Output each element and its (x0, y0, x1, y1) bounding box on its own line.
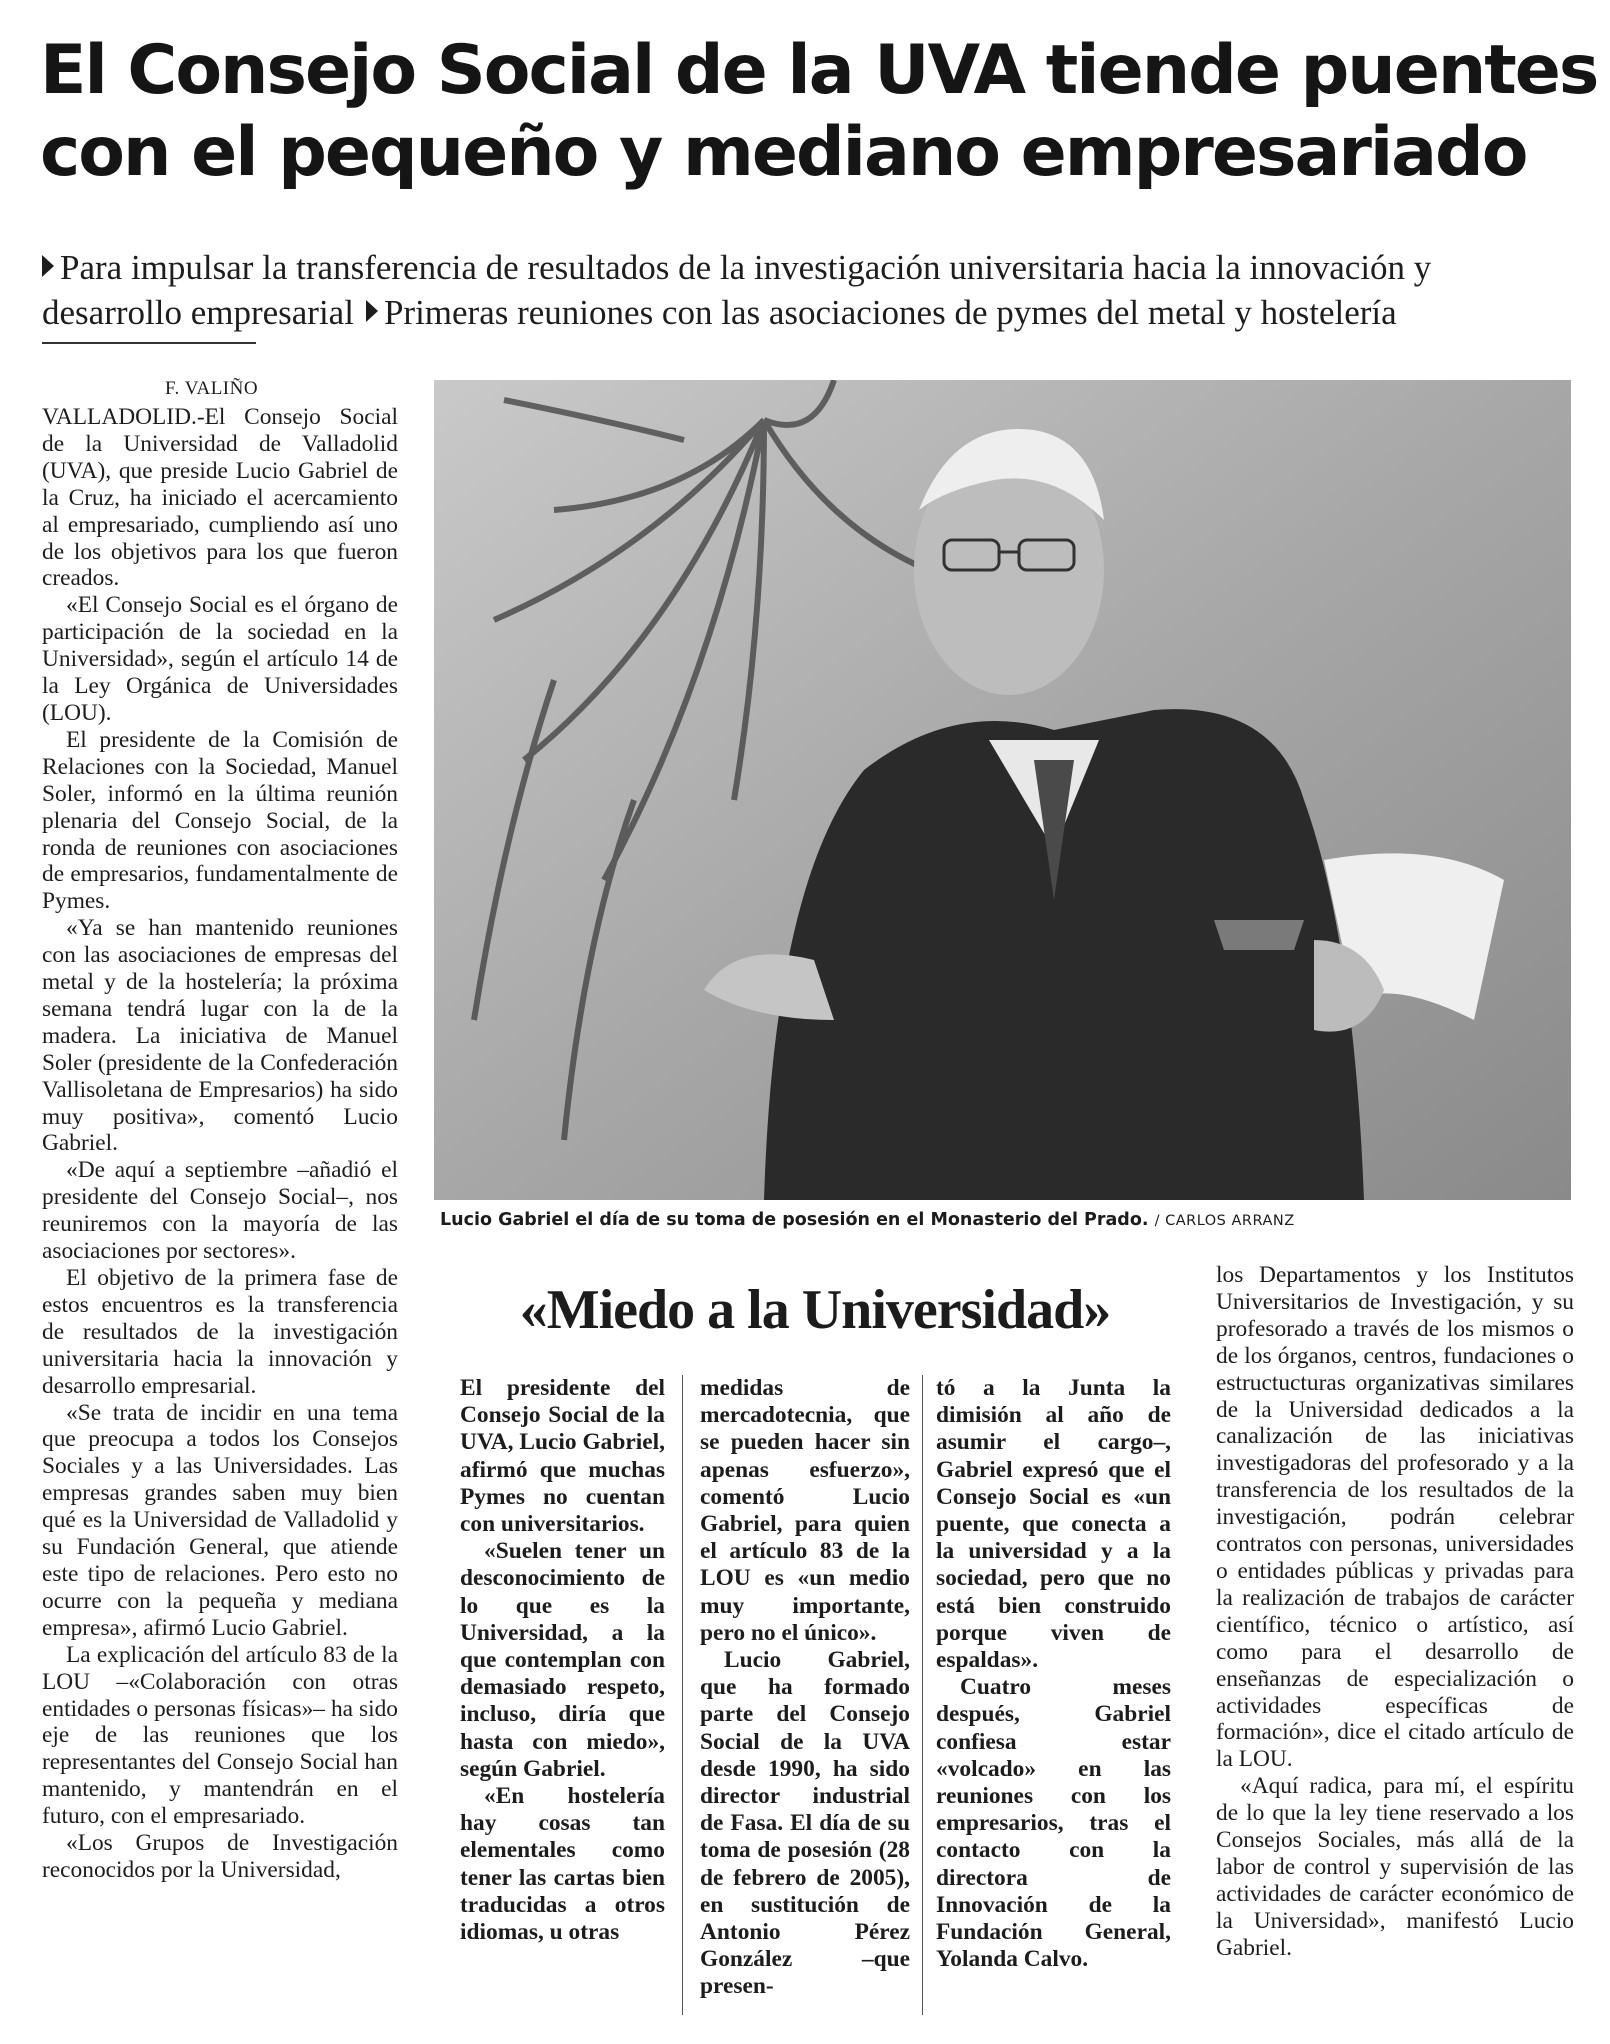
sidebar-column-2 (700, 1375, 910, 2001)
byline: F. VALIÑO (165, 378, 259, 399)
paragraph: los Departamentos y los Institutos Universitarios de Investigación, y su profesorado a través de los mismos o de los órganos, centros, fundaciones o estructucturas organizativas similares de la Universidad dedicados a la canalización de las iniciativas investigadoras del profesorado y a la transferencia de los resultados de la investigación, podrán celebrar contratos con personas, universidades o entidades públicas y privadas para la realización de trabajos de carácter científico, técnico o artístico, así como para el desarrollo de enseñanzas de especialización o actividades específicas de formación», dice el citado artículo de la LOU. (1216, 1262, 1574, 1773)
headline (40, 30, 1598, 194)
subhead-rule (42, 342, 256, 344)
paragraph: medidas de mercadotecnia, que se pueden hacer sin apenas esfuerzo», comentó Lucio Gabriel, para quien el artículo 83 de la LOU es «un medio muy importante, pero no el único». (700, 1375, 910, 1646)
body-column-4 (1216, 1262, 1574, 1962)
sidebar-column-1 (460, 1375, 665, 1946)
paragraph: «El Consejo Social es el órgano de participación de la sociedad en la Universidad», según el artículo 14 de la Ley Orgánica de Universidades (LOU). (42, 592, 398, 726)
paragraph: «Se trata de incidir en una tema que preocupa a todos los Consejos Sociales y a las Universidades. Las empresas grandes saben muy bien qué es la Universidad de Valladolid y su Fundación General, que atiende este tipo de relaciones. Pero esto no ocurre con la pequeña y mediana empresa», afirmó Lucio Gabriel. (42, 1399, 398, 1641)
column-divider (922, 1375, 923, 2015)
subhead-text-1: Para impulsar la transferencia de resultados de la investigación universitaria hacia la innovación y (60, 248, 1432, 287)
caption-text: Lucio Gabriel el día de su toma de posesión en el Monasterio del Prado. (440, 1210, 1149, 1230)
paragraph: «Los Grupos de Investigación reconocidos por la Universidad, (42, 1830, 398, 1883)
portrait-illustration (434, 380, 1571, 1200)
photo-caption (440, 1210, 1570, 1230)
paragraph: «De aquí a septiembre –añadió el presidente del Consejo Social–, nos reuniremos con la mayoría de las asociaciones por sectores». (42, 1157, 398, 1265)
paragraph: El presidente de la Comisión de Relaciones con la Sociedad, Manuel Soler, informó en la última reunión plenaria del Consejo Social, de la ronda de reuniones con asociaciones de empresarios, fundamentalmente de Pymes. (42, 726, 398, 915)
body-column-1 (42, 404, 398, 1884)
paragraph: «Aquí radica, para mí, el espíritu de lo que la ley tiene reservado a los Consejos Sociales, más allá de la labor de control y supervisión de las actividades de carácter económico de la Universidad», manifestó Lucio Gabriel. (1216, 1773, 1574, 1961)
bullet-triangle-icon (42, 255, 54, 277)
paragraph: «Ya se han mantenido reuniones con las asociaciones de empresas del metal y de la hostelería; la próxima semana tendrá lugar con la de la madera. La iniciativa de Manuel Soler (presidente de la Confederación Vallisoletana de Empresarios) ha sido muy positiva», comentó Lucio Gabriel. (42, 915, 398, 1157)
headline-line-2: con el pequeño y mediano empresariado (40, 113, 1527, 192)
sidebar-column-3 (936, 1375, 1171, 1973)
paragraph: Cuatro meses después, Gabriel confiesa estar «volcado» en las reuniones con los empresarios, tras el contacto con la directora de Innovación de la Fundación General, Yolanda Calvo. (936, 1674, 1171, 1973)
subhead-line-2 (42, 290, 1572, 335)
paragraph: VALLADOLID.-El Consejo Social de la Universidad de Valladolid (UVA), que preside Lucio Gabriel de la Cruz, ha iniciado el acercamiento al empresariado, cumpliendo así uno de los objetivos para los que fueron creados. (42, 404, 398, 592)
paragraph: tó a la Junta la dimisión al año de asumir el cargo–, Gabriel expresó que el Consejo Social es «un puente, que conecta a la universidad y a la sociedad, pero que no está bien construido porque viven de espaldas». (936, 1375, 1171, 1674)
paragraph: «En hostelería hay cosas tan elementales como tener las cartas bien traducidas a otros idiomas, u otras (460, 1783, 665, 1946)
subhead-text-2b: Primeras reuniones con las asociaciones de pymes del metal y hostelería (383, 293, 1397, 332)
paragraph: La explicación del artículo 83 de la LOU –«Colaboración con otras entidades o personas físicas»– ha sido eje de las reuniones que los representantes del Consejo Social han mantenido, y mantendrán en el futuro, con el empresariado. (42, 1641, 398, 1830)
paragraph: Lucio Gabriel, que ha formado parte del Consejo Social de la UVA desde 1990, ha sido director industrial de Fasa. El día de su toma de posesión (28 de febrero de 2005), en sustitución de Antonio Pérez González –que presen- (700, 1647, 910, 2000)
paragraph: «Suelen tener un desconocimiento de lo que es la Universidad, a la que contemplan con demasiado respeto, incluso, diría que hasta con miedo», según Gabriel. (460, 1538, 665, 1782)
subheadline (42, 245, 1572, 335)
bullet-triangle-icon (366, 300, 378, 322)
subhead-text-2a: desarrollo empresarial (42, 293, 354, 332)
column-divider (682, 1375, 683, 2015)
paragraph: El objetivo de la primera fase de estos encuentros es la transferencia de resultados de la investigación universitaria hacia la innovación y desarrollo empresarial. (42, 1265, 398, 1399)
photo-credit: / CARLOS ARRANZ (1154, 1213, 1295, 1229)
subhead-line-1 (42, 245, 1572, 290)
paragraph: El presidente del Consejo Social de la UVA, Lucio Gabriel, afirmó que muchas Pymes no cuentan con universitarios. (460, 1375, 665, 1538)
sidebar-title: «Miedo a la Universidad» (519, 1279, 1111, 1341)
article-photo (434, 380, 1571, 1200)
headline-line-1: El Consejo Social de la UVA tiende puentes (40, 31, 1598, 110)
